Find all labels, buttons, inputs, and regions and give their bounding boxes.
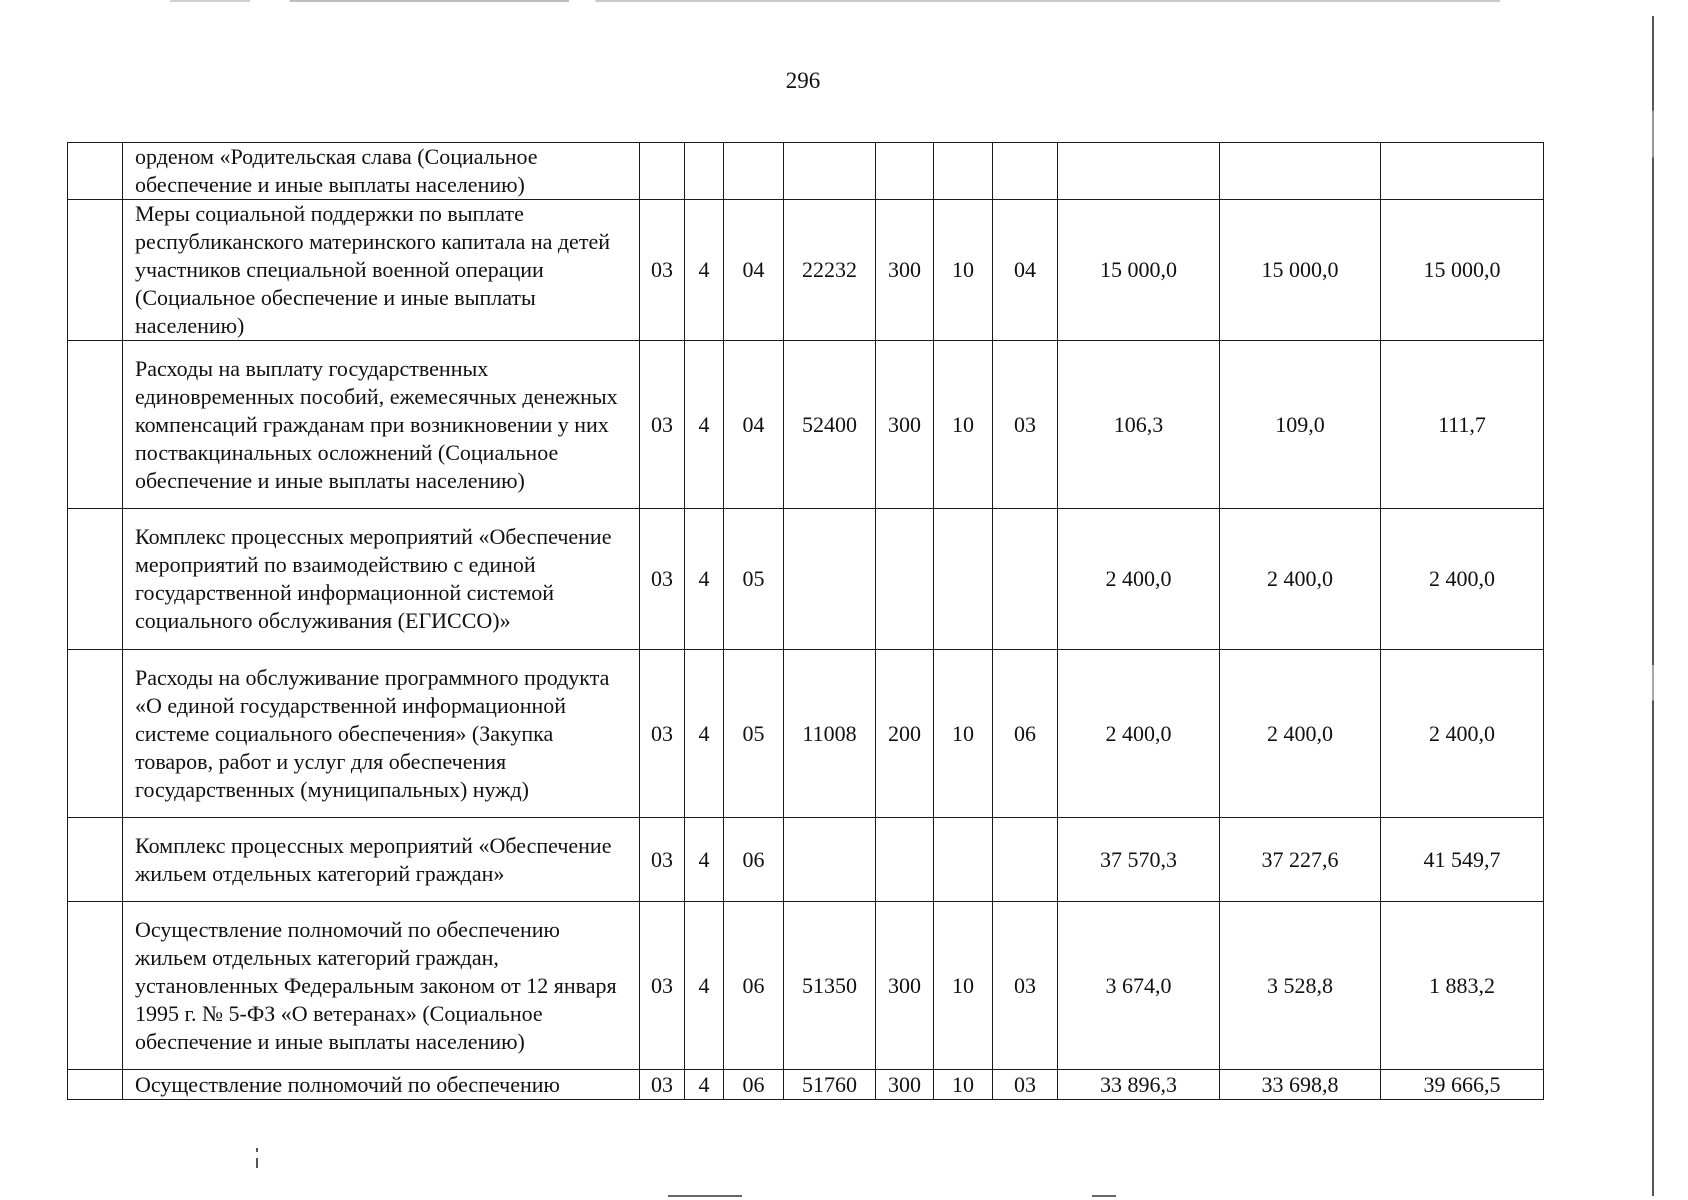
expense-type-cell bbox=[876, 509, 934, 650]
table-row bbox=[68, 902, 1544, 1070]
code-direction-cell: 51760 bbox=[784, 1070, 876, 1100]
code-subprogram-cell: 06 bbox=[724, 902, 784, 1070]
row-number-cell bbox=[68, 650, 123, 818]
description-cell: орденом «Родительская слава (Социальное обеспечение и иные выплаты населению) bbox=[123, 143, 640, 200]
page-number: 296 bbox=[785, 68, 821, 93]
subsection-cell bbox=[993, 818, 1058, 902]
scan-artifact-top-line bbox=[170, 0, 1500, 2]
amount-year-1-cell: 37 570,3 bbox=[1058, 818, 1220, 902]
scan-artifact-right-edge bbox=[1652, 16, 1654, 1196]
code-subprogram-cell: 05 bbox=[724, 509, 784, 650]
code-type-cell bbox=[685, 143, 724, 200]
code-direction-cell: 51350 bbox=[784, 902, 876, 1070]
subsection-cell bbox=[993, 509, 1058, 650]
table-row bbox=[68, 341, 1544, 509]
section-cell: 10 bbox=[934, 902, 993, 1070]
expense-type-cell: 300 bbox=[876, 902, 934, 1070]
description-cell: Осуществление полномочий по обеспечению bbox=[123, 1070, 640, 1100]
amount-year-1-cell: 2 400,0 bbox=[1058, 650, 1220, 818]
code-direction-cell: 11008 bbox=[784, 650, 876, 818]
budget-table-body bbox=[68, 143, 1544, 1100]
description-cell: Расходы на обслуживание программного продукта «О единой государственной информационной системе социального обеспечения» (Закупка товаров, работ и услуг для обеспечения государственных (муниципальных) нужд) bbox=[123, 650, 640, 818]
amount-year-3-cell: 15 000,0 bbox=[1381, 200, 1544, 341]
scan-artifact-bottom-mark bbox=[668, 1195, 742, 1197]
section-cell: 10 bbox=[934, 650, 993, 818]
description-cell: Комплекс процессных мероприятий «Обеспечение жильем отдельных категорий граждан» bbox=[123, 818, 640, 902]
code-program-cell: 03 bbox=[640, 818, 685, 902]
code-type-cell: 4 bbox=[685, 650, 724, 818]
section-cell bbox=[934, 143, 993, 200]
code-subprogram-cell: 04 bbox=[724, 341, 784, 509]
amount-year-1-cell: 15 000,0 bbox=[1058, 200, 1220, 341]
amount-year-3-cell: 111,7 bbox=[1381, 341, 1544, 509]
subsection-cell: 03 bbox=[993, 1070, 1058, 1100]
amount-year-3-cell: 2 400,0 bbox=[1381, 650, 1544, 818]
scan-artifact-dot bbox=[256, 1148, 258, 1152]
code-type-cell: 4 bbox=[685, 1070, 724, 1100]
code-direction-cell bbox=[784, 143, 876, 200]
section-cell: 10 bbox=[934, 341, 993, 509]
table-row bbox=[68, 143, 1544, 200]
code-program-cell: 03 bbox=[640, 650, 685, 818]
expense-type-cell: 300 bbox=[876, 1070, 934, 1100]
code-direction-cell: 22232 bbox=[784, 200, 876, 341]
code-type-cell: 4 bbox=[685, 341, 724, 509]
amount-year-3-cell bbox=[1381, 143, 1544, 200]
expense-type-cell bbox=[876, 818, 934, 902]
code-subprogram-cell: 05 bbox=[724, 650, 784, 818]
table-row bbox=[68, 200, 1544, 341]
section-cell bbox=[934, 509, 993, 650]
row-number-cell bbox=[68, 818, 123, 902]
row-number-cell bbox=[68, 200, 123, 341]
subsection-cell: 04 bbox=[993, 200, 1058, 341]
code-program-cell bbox=[640, 143, 685, 200]
row-number-cell bbox=[68, 1070, 123, 1100]
code-direction-cell bbox=[784, 509, 876, 650]
table-row bbox=[68, 650, 1544, 818]
code-subprogram-cell: 04 bbox=[724, 200, 784, 341]
code-subprogram-cell: 06 bbox=[724, 1070, 784, 1100]
code-type-cell: 4 bbox=[685, 818, 724, 902]
code-program-cell: 03 bbox=[640, 509, 685, 650]
amount-year-3-cell: 1 883,2 bbox=[1381, 902, 1544, 1070]
section-cell bbox=[934, 818, 993, 902]
subsection-cell: 03 bbox=[993, 902, 1058, 1070]
amount-year-2-cell: 37 227,6 bbox=[1220, 818, 1381, 902]
scan-artifact-bottom-mark bbox=[1092, 1195, 1116, 1197]
expense-type-cell: 200 bbox=[876, 650, 934, 818]
amount-year-2-cell: 3 528,8 bbox=[1220, 902, 1381, 1070]
table-row bbox=[68, 818, 1544, 902]
row-number-cell bbox=[68, 143, 123, 200]
code-subprogram-cell bbox=[724, 143, 784, 200]
scan-artifact-dot bbox=[256, 1158, 258, 1168]
code-type-cell: 4 bbox=[685, 902, 724, 1070]
code-type-cell: 4 bbox=[685, 509, 724, 650]
amount-year-1-cell: 33 896,3 bbox=[1058, 1070, 1220, 1100]
amount-year-3-cell: 39 666,5 bbox=[1381, 1070, 1544, 1100]
amount-year-2-cell bbox=[1220, 143, 1381, 200]
amount-year-1-cell bbox=[1058, 143, 1220, 200]
description-cell: Меры социальной поддержки по выплате республиканского материнского капитала на детей участников специальной военной операции (Социальное обеспечение и иные выплаты населению) bbox=[123, 200, 640, 341]
section-cell: 10 bbox=[934, 200, 993, 341]
expense-type-cell: 300 bbox=[876, 341, 934, 509]
amount-year-1-cell: 3 674,0 bbox=[1058, 902, 1220, 1070]
code-program-cell: 03 bbox=[640, 200, 685, 341]
subsection-cell bbox=[993, 143, 1058, 200]
amount-year-1-cell: 106,3 bbox=[1058, 341, 1220, 509]
amount-year-1-cell: 2 400,0 bbox=[1058, 509, 1220, 650]
amount-year-2-cell: 33 698,8 bbox=[1220, 1070, 1381, 1100]
row-number-cell bbox=[68, 509, 123, 650]
code-program-cell: 03 bbox=[640, 341, 685, 509]
amount-year-2-cell: 2 400,0 bbox=[1220, 650, 1381, 818]
code-program-cell: 03 bbox=[640, 1070, 685, 1100]
description-cell: Расходы на выплату государственных единовременных пособий, ежемесячных денежных компенсаций гражданам при возникновении у них поствакцинальных осложнений (Социальное обеспечение и иные выплаты населению) bbox=[123, 341, 640, 509]
description-cell: Комплекс процессных мероприятий «Обеспечение мероприятий по взаимодействию с единой государственной информационной системой социального обслуживания (ЕГИССО)» bbox=[123, 509, 640, 650]
code-type-cell: 4 bbox=[685, 200, 724, 341]
row-number-cell bbox=[68, 341, 123, 509]
amount-year-3-cell: 41 549,7 bbox=[1381, 818, 1544, 902]
table-row bbox=[68, 509, 1544, 650]
budget-table bbox=[67, 142, 1544, 1100]
code-direction-cell bbox=[784, 818, 876, 902]
code-direction-cell: 52400 bbox=[784, 341, 876, 509]
description-cell: Осуществление полномочий по обеспечению жильем отдельных категорий граждан, установленных Федеральным законом от 12 января 1995 г. № 5-ФЗ «О ветеранах» (Социальное обеспечение и иные выплаты населению) bbox=[123, 902, 640, 1070]
code-subprogram-cell: 06 bbox=[724, 818, 784, 902]
table-row bbox=[68, 1070, 1544, 1100]
section-cell: 10 bbox=[934, 1070, 993, 1100]
amount-year-3-cell: 2 400,0 bbox=[1381, 509, 1544, 650]
subsection-cell: 06 bbox=[993, 650, 1058, 818]
amount-year-2-cell: 15 000,0 bbox=[1220, 200, 1381, 341]
subsection-cell: 03 bbox=[993, 341, 1058, 509]
code-program-cell: 03 bbox=[640, 902, 685, 1070]
expense-type-cell bbox=[876, 143, 934, 200]
amount-year-2-cell: 109,0 bbox=[1220, 341, 1381, 509]
expense-type-cell: 300 bbox=[876, 200, 934, 341]
amount-year-2-cell: 2 400,0 bbox=[1220, 509, 1381, 650]
row-number-cell bbox=[68, 902, 123, 1070]
